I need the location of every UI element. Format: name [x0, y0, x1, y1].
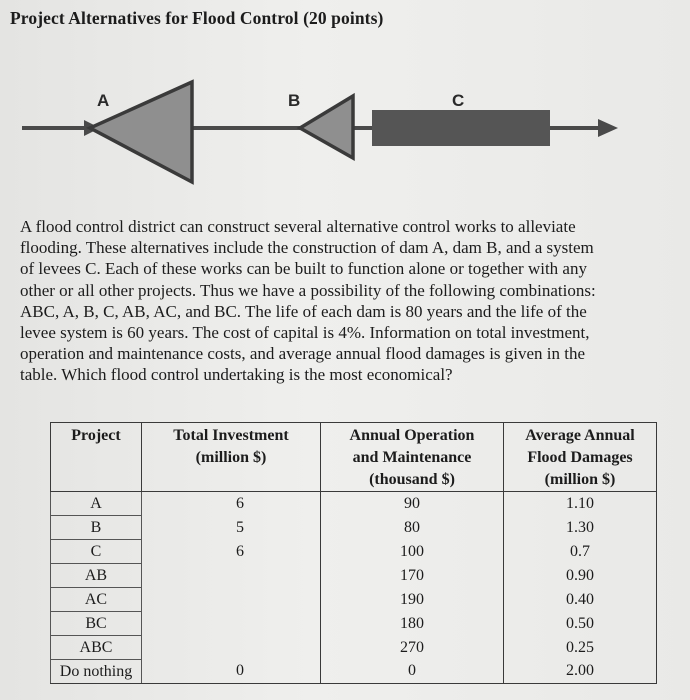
label-c: C — [452, 91, 465, 110]
header-investment — [142, 423, 321, 492]
table-row — [51, 540, 657, 564]
cell-damages: 2.00 — [504, 660, 657, 684]
data-table-wrapper — [50, 422, 657, 684]
cell-project: AC — [51, 588, 142, 612]
cell-damages: 1.10 — [504, 492, 657, 516]
header-damages-line1: Average Annual — [525, 427, 635, 444]
paragraph-line: of levees C. Each of these works can be built to function alone or together with any — [20, 259, 587, 279]
river-arrow-right — [598, 119, 618, 137]
header-damages — [504, 423, 657, 492]
page-title: Project Alternatives for Flood Control (20 points) — [10, 8, 384, 28]
cell-investment: 6 — [142, 540, 321, 564]
table-row — [51, 564, 657, 588]
cell-project: B — [51, 516, 142, 540]
cell-operation: 180 — [321, 612, 504, 636]
header-operation-line1: Annual Operation — [349, 427, 475, 444]
cell-project: A — [51, 492, 142, 516]
label-b: B — [288, 91, 301, 110]
table-row — [51, 660, 657, 684]
cell-operation: 190 — [321, 588, 504, 612]
cell-operation: 170 — [321, 564, 504, 588]
paragraph-line: other or all other projects. Thus we have a possibility of the following combinations: — [20, 280, 596, 300]
cell-investment — [142, 564, 321, 588]
levee-c-bar — [372, 110, 550, 146]
dam-b-triangle — [300, 96, 353, 158]
cell-project: ABC — [51, 636, 142, 660]
header-project-label: Project — [71, 427, 121, 444]
data-table — [50, 422, 657, 684]
header-operation-line2: and Maintenance — [352, 449, 472, 466]
flood-control-diagram — [0, 68, 690, 198]
cell-investment — [142, 588, 321, 612]
paragraph-line: operation and maintenance costs, and average annual flood damages is given in the — [20, 344, 586, 364]
table-row — [51, 636, 657, 660]
cell-operation: 270 — [321, 636, 504, 660]
cell-project: Do nothing — [51, 660, 142, 684]
cell-operation: 100 — [321, 540, 504, 564]
table-row — [51, 492, 657, 516]
cell-operation: 90 — [321, 492, 504, 516]
cell-investment: 5 — [142, 516, 321, 540]
cell-damages: 0.7 — [504, 540, 657, 564]
problem-paragraph — [20, 216, 680, 386]
cell-project: BC — [51, 612, 142, 636]
paragraph-line: ABC, A, B, C, AB, AC, and BC. The life of each dam is 80 years and the life of the — [20, 301, 587, 321]
cell-investment: 6 — [142, 492, 321, 516]
cell-damages: 0.40 — [504, 588, 657, 612]
cell-operation: 80 — [321, 516, 504, 540]
header-investment-line2: (million $) — [195, 449, 267, 466]
header-project — [51, 423, 142, 492]
header-investment-line1: Total Investment — [173, 427, 289, 444]
cell-investment — [142, 612, 321, 636]
cell-investment — [142, 636, 321, 660]
table-row — [51, 516, 657, 540]
cell-damages: 0.50 — [504, 612, 657, 636]
cell-project: AB — [51, 564, 142, 588]
cell-damages: 0.90 — [504, 564, 657, 588]
label-a: A — [97, 91, 110, 110]
paragraph-line: table. Which flood control undertaking is the most economical? — [20, 365, 453, 385]
header-damages-line2: Flood Damages — [527, 449, 633, 466]
cell-damages: 0.25 — [504, 636, 657, 660]
paragraph-line: A flood control district can construct several alternative control works to alleviate — [20, 217, 576, 236]
table-row — [51, 612, 657, 636]
cell-investment: 0 — [142, 660, 321, 684]
paragraph-line: levee system is 60 years. The cost of capital is 4%. Information on total investment, — [20, 323, 590, 343]
cell-damages: 1.30 — [504, 516, 657, 540]
cell-operation: 0 — [321, 660, 504, 684]
table-row — [51, 588, 657, 612]
header-operation — [321, 423, 504, 492]
cell-project: C — [51, 540, 142, 564]
header-damages-line3: (million $) — [544, 471, 616, 488]
paragraph-line: flooding. These alternatives include the construction of dam A, dam B, and a system — [20, 238, 594, 258]
header-operation-line3: (thousand $) — [369, 471, 455, 488]
table-header-row — [51, 423, 657, 492]
